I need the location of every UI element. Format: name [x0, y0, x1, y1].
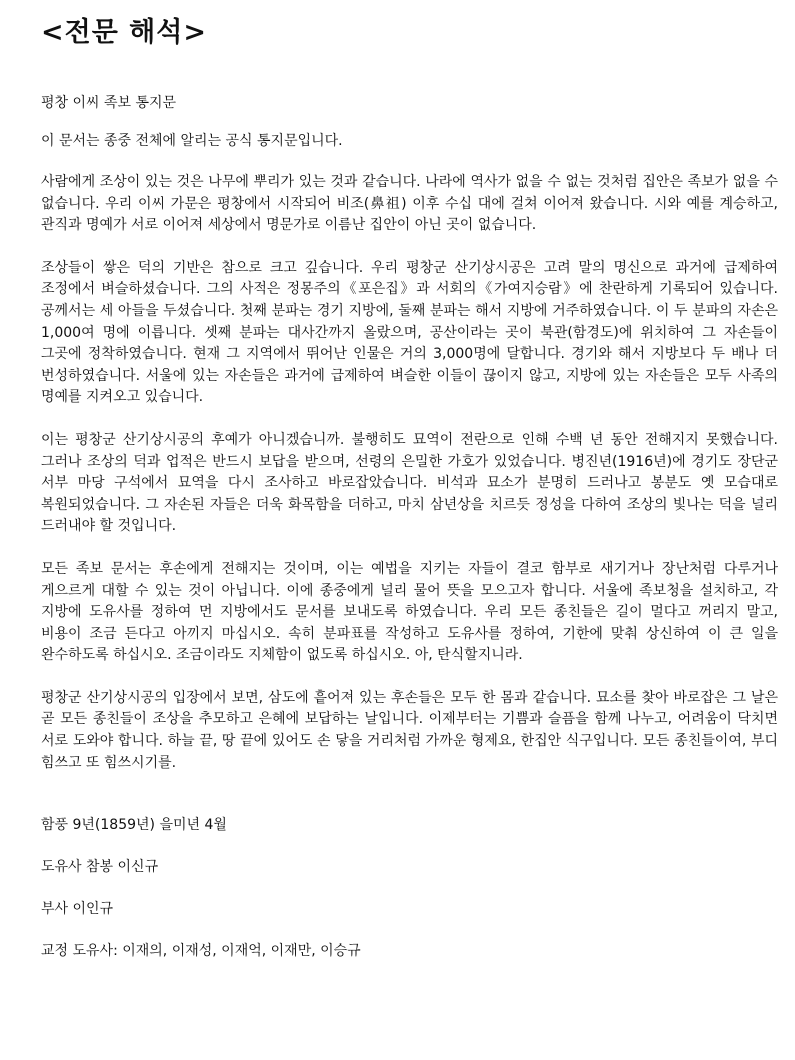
signature-date: 함풍 9년(1859년) 을미년 4월	[41, 817, 227, 834]
paragraph-genealogy-request: 모든 족보 문서는 후손에게 전해지는 것이며, 이는 예법을 지키는 자들이 결코 함부로 새기거나 장난처럼 다루거나 게으르게 대할 수 있는 것이 아닙니다. 이에 종중에게 널리 물어 뜻을 모으고자 합니다. 서울에 족보청을 설치하고, 각 지방에 도유사를 정하여 먼 지방에서도 문서를 보내도록 하였습니다. 우리 모든 종친들은 길이 멀다고 꺼리지 말고, 비용이 조금 든다고 아끼지 마십시오. 속히 분파표를 작성하고 도유사를 정하여, 기한에 맞춰 상신하여 이 큰 일을 완수하도록 하십시오. 조금이라도 지체함이 없도록 하십시오. 아, 탄식할지니라.	[41, 560, 778, 664]
signature-proofreaders: 교정 도유사: 이재의, 이재성, 이재억, 이재만, 이승규	[41, 943, 361, 960]
intro-line: 이 문서는 종중 전체에 알리는 공식 통지문입니다.	[41, 133, 343, 149]
paragraph-ancestry: 사람에게 조상이 있는 것은 나무에 뿌리가 있는 것과 같습니다. 나라에 역사가 없을 수 없는 것처럼 집안은 족보가 없을 수 없습니다. 우리 이씨 가문은 평창에서 시작되어 비조(鼻祖) 이후 수십 대에 걸쳐 이어져 왔습니다. 시와 예를 계승하고, 관직과 명예가 서로 이어져 세상에서 명문가로 이름난 집안이 아닌 곳이 없습니다.	[41, 174, 778, 234]
signature-deputy: 부사 이인규	[41, 901, 114, 918]
signature-chief-officer: 도유사 참봉 이신규	[41, 859, 159, 876]
document-subtitle: 평창 이씨 족보 통지문	[41, 95, 177, 111]
document-page	[41, 0, 778, 962]
paragraph-closing-exhortation: 평창군 산기상시공의 입장에서 보면, 삼도에 흩어져 있는 후손들은 모두 한 몸과 같습니다. 묘소를 찾아 바로잡은 그 날은 곧 모든 종친들이 조상을 추모하고 은혜에 보답하는 날입니다. 이제부터는 기쁨과 슬픔을 함께 나누고, 어려움이 닥치면 서로 도와야 합니다. 하늘 끝, 땅 끝에 있어도 손 닿을 거리처럼 가까운 형제요, 한집안 식구입니다. 모든 종친들이여, 부디 힘쓰고 또 힘쓰시기를.	[41, 689, 778, 771]
paragraph-tomb-restoration: 이는 평창군 산기상시공의 후예가 아니겠습니까. 불행히도 묘역이 전란으로 인해 수백 년 동안 전해지지 못했습니다. 그러나 조상의 덕과 업적은 반드시 보답을 받으며, 선령의 은밀한 가호가 있었습니다. 병진년(1916년)에 경기도 장단군 서부 마당 구석에서 묘역을 다시 조사하고 바로잡았습니다. 비석과 묘소가 분명히 드러나고 봉분도 옛 모습대로 복원되었습니다. 그 자손된 자들은 더욱 화목함을 더하고, 마치 삼년상을 치르듯 정성을 다하여 조상의 빛나는 덕을 널리 드러내야 할 것입니다.	[41, 431, 778, 535]
paragraph-ancestral-virtue: 조상들이 쌓은 덕의 기반은 참으로 크고 깊습니다. 우리 평창군 산기상시공은 고려 말의 명신으로 과거에 급제하여 조정에서 벼슬하셨습니다. 그의 사적은 정몽주의《포은집》과 서회의《가여지승람》에 찬란하게 기록되어 있습니다. 공께서는 세 아들을 두셨습니다. 첫째 분파는 경기 지방에, 둘째 분파는 해서 지방에 거주하였습니다. 이 두 분파의 자손은 1,000여 명에 이릅니다. 셋째 분파는 대사간까지 올랐으며, 공산이라는 곳이 북관(함경도)에 위치하여 그 자손들이 그곳에 정착하였습니다. 현재 그 지역에서 뛰어난 인물은 거의 3,000명에 달합니다. 경기와 해서 지방보다 두 배나 더 번성하였습니다. 서울에 있는 자손들은 과거에 급제하여 벼슬한 이들이 끊이지 않고, 지방에 있는 자손들은 모두 사족의 명예를 지켜오고 있습니다.	[41, 259, 778, 406]
document-title: <전문 해석>	[41, 17, 207, 48]
